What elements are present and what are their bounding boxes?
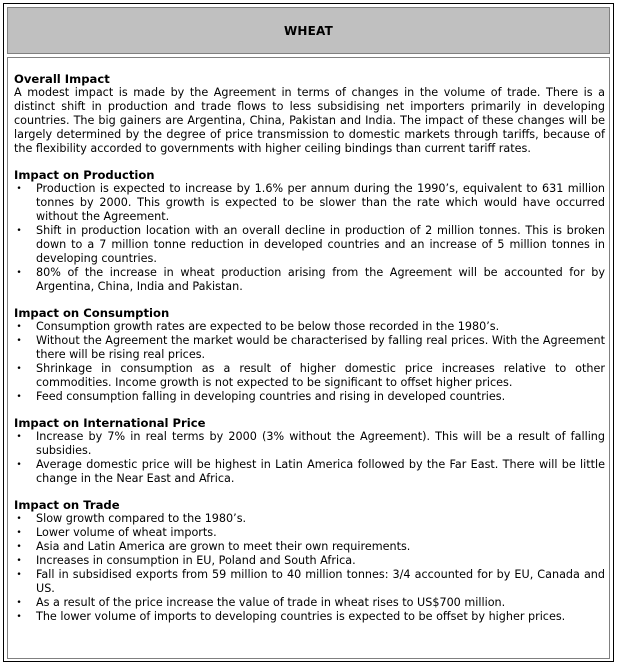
list-item [14, 320, 605, 334]
bullet-icon: • [16, 612, 22, 622]
list-item-text: Production is expected to increase by 1.6% per annum during the 1990’s, equivalent to 631 million tonnes by 2000. This growth is expected to be slower than the rate which would have occurred without the Agreement. [36, 182, 605, 223]
bullet-icon: • [16, 528, 22, 538]
list-item-text: Consumption growth rates are expected to be below those recorded in the 1980’s. [36, 320, 500, 333]
bullet-icon: • [16, 432, 22, 442]
list-item [14, 182, 605, 224]
table-content [7, 57, 610, 659]
list-item-text: Asia and Latin America are grown to meet their own requirements. [36, 540, 411, 553]
bullet-icon: • [16, 556, 22, 566]
list-item [14, 362, 605, 390]
list-item-text: 80% of the increase in wheat production arising from the Agreement will be accounted for by Argentina, China, India and Pakistan. [36, 266, 605, 293]
list-item [14, 390, 605, 404]
list-item-text: Fall in subsidised exports from 59 million to 40 million tonnes: 3/4 accounted for by EU, Canada and US. [36, 568, 605, 595]
bullet-icon: • [16, 268, 22, 278]
bullet-icon: • [16, 570, 22, 580]
section-overall-impact [14, 72, 605, 156]
section-heading: Impact on Consumption [14, 306, 170, 320]
list-item [14, 526, 605, 540]
bullet-list [14, 182, 605, 294]
section-heading: Overall Impact [14, 72, 110, 86]
bullet-list [14, 430, 605, 486]
list-item [14, 568, 605, 596]
bullet-icon: • [16, 392, 22, 402]
list-item-text: Slow growth compared to the 1980’s. [36, 512, 247, 525]
list-item-text: The lower volume of imports to developing countries is expected to be offset by higher prices. [36, 610, 566, 623]
list-item-text: Increase by 7% in real terms by 2000 (3% without the Agreement). This will be a result of falling subsidies. [36, 430, 605, 457]
list-item [14, 458, 605, 486]
list-item [14, 266, 605, 294]
section-impact-on-production [14, 168, 605, 294]
section-heading: Impact on International Price [14, 416, 206, 430]
bullet-icon: • [16, 460, 22, 470]
list-item-text: Average domestic price will be highest in Latin America followed by the Far East. There will be little change in the Near East and Africa. [36, 458, 605, 485]
list-item-text: Feed consumption falling in developing countries and rising in developed countries. [36, 390, 506, 403]
section-impact-on-international-price [14, 416, 605, 486]
section-paragraph: A modest impact is made by the Agreement in terms of changes in the volume of trade. There is a distinct shift in production and trade flows to less subsidising net importers primarily in developing countries. The big gainers are Argentina, China, Pakistan and India. The impact of these changes will be largely determined by the degree of price transmission to domestic markets through tariffs, because of the flexibility accorded to governments with higher ceiling bindings than current tariff rates. [14, 86, 605, 155]
bullet-icon: • [16, 514, 22, 524]
list-item [14, 512, 605, 526]
bullet-icon: • [16, 364, 22, 374]
section-heading: Impact on Trade [14, 498, 120, 512]
list-item-text: Without the Agreement the market would be characterised by falling real prices. With the Agreement there will be rising real prices. [36, 334, 605, 361]
bullet-icon: • [16, 542, 22, 552]
list-item [14, 430, 605, 458]
table-title: WHEAT [7, 7, 610, 54]
list-item [14, 554, 605, 568]
list-item [14, 596, 605, 610]
wheat-table [3, 3, 614, 662]
list-item [14, 334, 605, 362]
bullet-list [14, 320, 605, 404]
section-heading: Impact on Production [14, 168, 155, 182]
section-impact-on-trade [14, 498, 605, 624]
list-item [14, 540, 605, 554]
list-item [14, 224, 605, 266]
list-item-text: Lower volume of wheat imports. [36, 526, 217, 539]
list-item-text: As a result of the price increase the value of trade in wheat rises to US$700 million. [36, 596, 506, 609]
bullet-icon: • [16, 322, 22, 332]
bullet-icon: • [16, 336, 22, 346]
list-item-text: Increases in consumption in EU, Poland and South Africa. [36, 554, 356, 567]
list-item-text: Shrinkage in consumption as a result of higher domestic price increases relative to other commodities. Income growth is not expected to be significant to offset higher prices. [36, 362, 605, 389]
list-item [14, 610, 605, 624]
section-impact-on-consumption [14, 306, 605, 404]
bullet-list [14, 512, 605, 624]
list-item-text: Shift in production location with an overall decline in production of 2 million tonnes. This is broken down to a 7 million tonne reduction in developed countries and an increase of 5 million tonnes in developing countries. [36, 224, 605, 265]
bullet-icon: • [16, 598, 22, 608]
bullet-icon: • [16, 226, 22, 236]
bullet-icon: • [16, 184, 22, 194]
